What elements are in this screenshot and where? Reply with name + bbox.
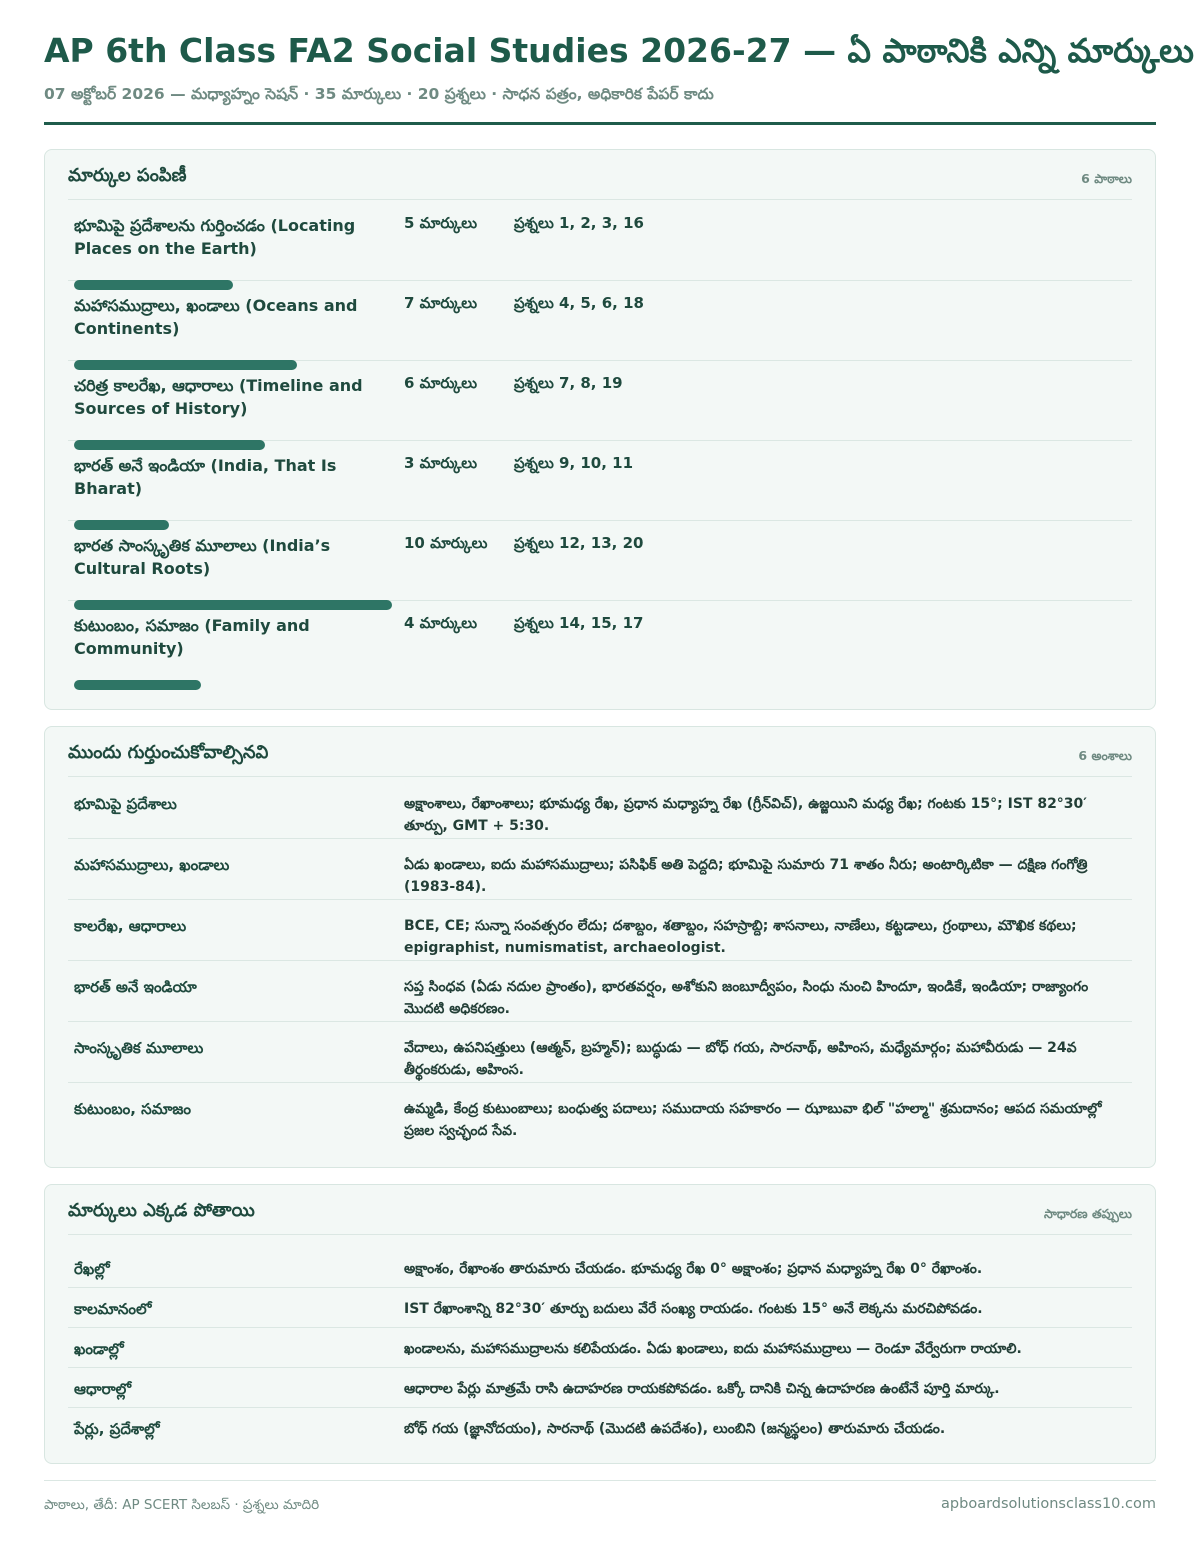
distribution-row — [68, 200, 1132, 281]
distribution-row — [68, 600, 1132, 690]
marks-bar-track — [74, 680, 392, 690]
key-points-card — [44, 726, 1156, 1168]
lesson-questions: ప్రశ్నలు 7, 8, 19 — [514, 374, 623, 392]
marks-distribution-card — [44, 149, 1156, 710]
card-title: మార్కులు ఎక్కడ పోతాయి — [68, 1200, 255, 1221]
lesson-questions: ప్రశ్నలు 1, 2, 3, 16 — [514, 214, 644, 232]
mistake-row — [68, 1367, 1132, 1408]
marks-bar — [74, 680, 201, 690]
mistake-text: ఆధారాల పేర్లు మాత్రమే రాసి ఉదాహరణ రాయకపోవడం. ఒక్కో దానికి చిన్న ఉదాహరణ ఉంటేనే పూర్తి మార్కు. — [404, 1381, 1000, 1397]
mistake-text: IST రేఖాంశాన్ని 82°30′ తూర్పు బదులు వేరే సంఖ్య రాయడం. గంటకు 15° అనే లెక్కను మరచిపోవడం. — [404, 1301, 983, 1317]
mistake-row — [68, 1327, 1132, 1368]
common-mistakes-card — [44, 1184, 1156, 1464]
mistake-text: బోధ్ గయ (జ్ఞానోదయం), సారనాథ్ (మొదటి ఉపదేశం), లుంబిని (జన్మస్థలం) తారుమారు చేయడం. — [404, 1421, 946, 1437]
key-point-row — [68, 1082, 1132, 1148]
card-header — [68, 1198, 1132, 1235]
lesson-name: భూమిపై ప్రదేశాలను గుర్తించడం (Locating Places on the Earth) — [74, 216, 356, 258]
key-point-text: సప్త సింధవ (ఏడు నదుల ప్రాంతం), భారతవర్షం, అశోకుని జంబూద్వీపం, సింధు నుంచి హిందూ, ఇండికే, ఇండియా; రాజ్యాంగం మొదటి అధికరణం. — [404, 979, 1089, 1017]
key-point-text: ఉమ్మడి, కేంద్ర కుటుంబాలు; బంధుత్వ పదాలు; సముదాయ సహకారం — ఝాబువా భిల్ "హల్మా" శ్రమదానం; ఆపద సమయాల్లో ప్రజల స్వచ్ఛంద సేవ. — [404, 1101, 1102, 1139]
key-point-text: అక్షాంశాలు, రేఖాంశాలు; భూమధ్య రేఖ, ప్రధాన మధ్యాహ్న రేఖ (గ్రీన్‌విచ్), ఉజ్జయిని మధ్య రేఖ; గంటకు 15°; IST 82°30′ తూర్పు, GMT + 5:30. — [404, 796, 1087, 834]
lesson-name: మహాసముద్రాలు, ఖండాలు (Oceans and Continents) — [74, 296, 358, 338]
key-point-row — [68, 838, 1132, 900]
card-count: 6 పాఠాలు — [1081, 171, 1132, 186]
lesson-name: భారత్ అనే ఇండియా (India, That Is Bharat) — [74, 456, 337, 498]
key-point-topic: భారత్ అనే ఇండియా — [74, 978, 197, 996]
distribution-row — [68, 440, 1132, 521]
lesson-marks: 3 మార్కులు — [404, 454, 478, 472]
key-point-text: ఏడు ఖండాలు, ఐదు మహాసముద్రాలు; పసిఫిక్ అతి పెద్దది; భూమిపై సుమారు 71 శాతం నీరు; అంటార్కిటికా — దక్షిణ గంగోత్రి (1983-84). — [404, 857, 1088, 895]
key-point-row — [68, 777, 1132, 839]
key-point-text: వేదాలు, ఉపనిషత్తులు (ఆత్మన్, బ్రహ్మన్); బుద్ధుడు — బోధ్ గయ, సారనాథ్, అహింస, మధ్యేమార్గం; మహావీరుడు — 24వ తీర్థంకరుడు, అహింస. — [404, 1040, 1077, 1078]
lesson-name: కుటుంబం, సమాజం (Family and Community) — [74, 616, 310, 658]
page — [44, 0, 1194, 1513]
distribution-row — [68, 520, 1132, 601]
footer-divider — [44, 1480, 1156, 1481]
lesson-marks: 4 మార్కులు — [404, 614, 478, 632]
lesson-marks: 6 మార్కులు — [404, 374, 478, 392]
lesson-questions: ప్రశ్నలు 4, 5, 6, 18 — [514, 294, 644, 312]
lesson-questions: ప్రశ్నలు 12, 13, 20 — [514, 534, 644, 552]
mistake-row — [68, 1287, 1132, 1328]
lesson-questions: ప్రశ్నలు 9, 10, 11 — [514, 454, 634, 472]
lesson-questions: ప్రశ్నలు 14, 15, 17 — [514, 614, 644, 632]
card-title: ముందు గుర్తుంచుకోవాల్సినవి — [68, 742, 269, 763]
key-point-topic: సాంస్కృతిక మూలాలు — [74, 1039, 204, 1057]
distribution-row — [68, 360, 1132, 441]
distribution-row — [68, 280, 1132, 361]
card-title: మార్కుల పంపిణీ — [68, 165, 187, 186]
mistake-area: రేఖల్లో — [74, 1260, 110, 1278]
footer-source: పాఠాలు, తేదీ: AP SCERT సిలబస్ · ప్రశ్నలు మాదిరి — [44, 1497, 320, 1513]
lesson-name: భారత సాంస్కృతిక మూలాలు (India’s Cultural Roots) — [74, 536, 331, 578]
key-point-row — [68, 899, 1132, 961]
mistake-area: పేర్లు, ప్రదేశాల్లో — [74, 1420, 160, 1438]
mistake-row — [68, 1407, 1132, 1447]
mistake-text: అక్షాంశం, రేఖాంశం తారుమారు చేయడం. భూమధ్య రేఖ 0° అక్షాంశం; ప్రధాన మధ్యాహ్న రేఖ 0° రేఖాంశం. — [404, 1261, 983, 1277]
key-point-topic: భూమిపై ప్రదేశాలు — [74, 795, 177, 813]
lesson-marks: 10 మార్కులు — [404, 534, 488, 552]
mistake-area: ఆధారాల్లో — [74, 1380, 132, 1398]
card-header — [68, 740, 1132, 777]
lesson-name: చరిత్ర కాలరేఖ, ఆధారాలు (Timeline and Sources of History) — [74, 376, 363, 418]
key-point-text: BCE, CE; సున్నా సంవత్సరం లేదు; దశాబ్దం, శతాబ్దం, సహస్రాబ్ది; శాసనాలు, నాణేలు, కట్టడాలు, గ్రంథాలు, మౌఖిక కథలు; epigraphist, numismatist, archaeologist. — [404, 918, 1077, 956]
card-header — [68, 163, 1132, 200]
card-count: సాధారణ తప్పులు — [1043, 1206, 1132, 1221]
mistake-text: ఖండాలను, మహాసముద్రాలను కలిపేయడం. ఏడు ఖండాలు, ఐదు మహాసముద్రాలు — రెండూ వేర్వేరుగా రాయాలి. — [404, 1341, 1022, 1357]
card-count: 6 అంశాలు — [1078, 748, 1132, 763]
lesson-marks: 7 మార్కులు — [404, 294, 478, 312]
header-divider — [44, 122, 1156, 125]
mistake-area: ఖండాల్లో — [74, 1340, 124, 1358]
mistake-row — [68, 1247, 1132, 1288]
key-point-topic: కుటుంబం, సమాజం — [74, 1100, 191, 1118]
page-meta: 07 అక్టోబర్ 2026 — మధ్యాహ్నం సెషన్ · 35 మార్కులు · 20 ప్రశ్నలు · సాధన పత్రం, అధికారిక పేపర్ కాదు — [44, 85, 714, 103]
key-point-topic: మహాసముద్రాలు, ఖండాలు — [74, 856, 230, 874]
key-point-topic: కాలరేఖ, ఆధారాలు — [74, 917, 187, 935]
lesson-marks: 5 మార్కులు — [404, 214, 478, 232]
footer-site-link[interactable]: apboardsolutionsclass10.com — [941, 1496, 1156, 1512]
mistake-area: కాలమానంలో — [74, 1300, 152, 1318]
key-point-row — [68, 1021, 1132, 1083]
key-point-row — [68, 960, 1132, 1022]
page-title: AP 6th Class FA2 Social Studies 2026-27 — ఏ పాఠానికి ఎన్ని మార్కులు — [44, 31, 1194, 70]
